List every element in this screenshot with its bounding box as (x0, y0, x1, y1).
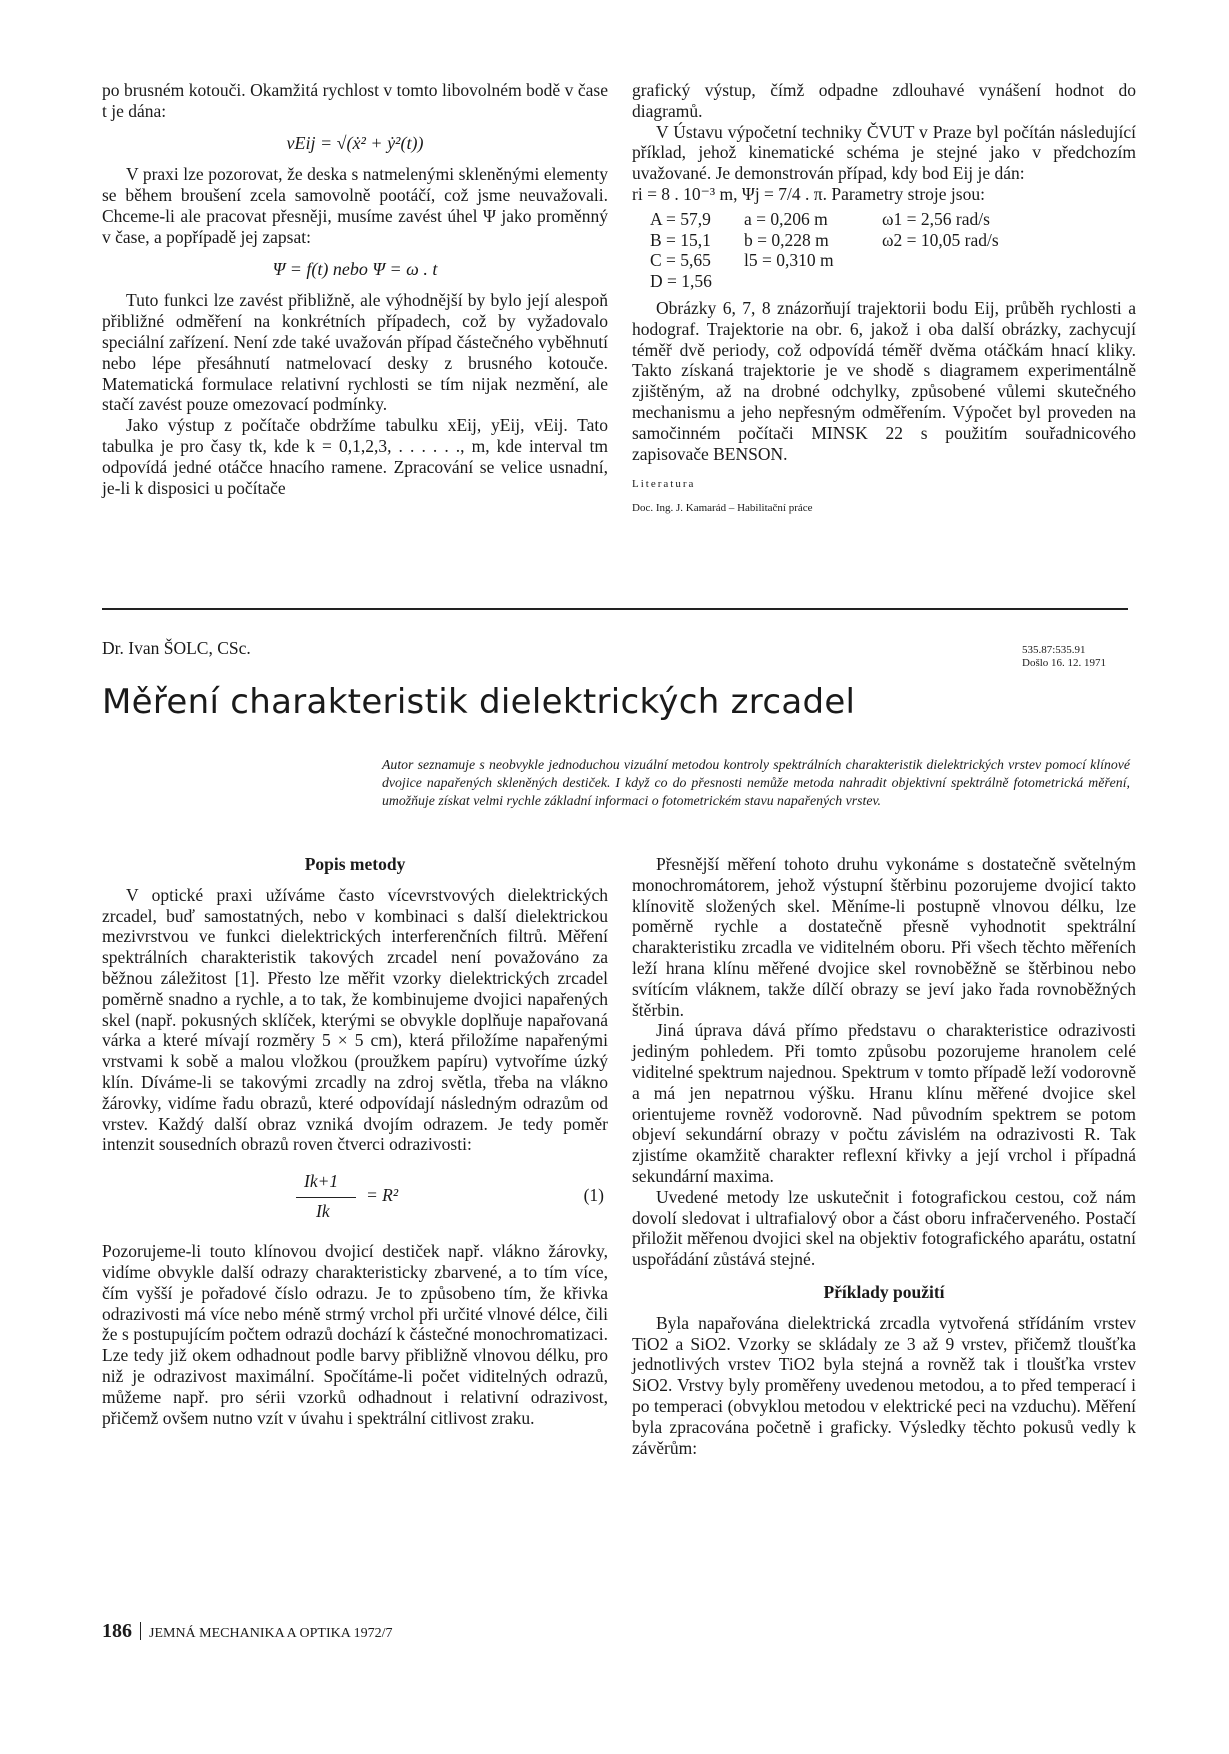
param-empty (882, 271, 1052, 292)
page-footer (102, 1620, 392, 1643)
top-left-column (102, 80, 608, 498)
velocity-equation: vEij = √(ẋ² + ẏ²(t)) (286, 132, 424, 153)
fraction-bar (296, 1197, 356, 1198)
paragraph: Obrázky 6, 7, 8 znázorňují trajektorii bodu Eij, průběh rychlosti a hodograf. Trajektorie na obr. 6, jakož i oba další obrázky, zachycují téměř dvě periody, což odpovídá téměř dvěma otáčkám hnací kliky. Takto získaná trajektorie je ve shodě s diagramem experimentálně zjištěným, až na drobné odchylky, způsobené vůlemi skutečného mechanismu a jeho nepřesným odměřením. Výpočet byl proveden na samočinném počítači MINSK 22 s použitím souřadnicového zapisovače BENSON. (632, 297, 1136, 464)
param-l5: l5 = 0,310 m (744, 250, 834, 271)
param-A: A = 57,9 (650, 208, 711, 229)
paragraph: ri = 8 . 10⁻³ m, Ψj = 7/4 . π. Parametry stroje jsou: (632, 183, 985, 204)
paragraph: Pozorujeme-li touto klínovou dvojicí destiček např. vlákno žárovky, vidíme obvykle další odrazy charakteristicky zbarvené, a to tím více, čím vyšší je pořadové číslo odrazu. Je to způsobeno tím, že křivka odrazivosti má více nebo méně strmý vrchol při určité vlnové délce, čili že s postupujícím počtem odrazů dochází k částečné monochromatizaci. Lze tedy již okem odhadnout podle barvy přibližně vlnovou délku, pro niž je odrazivost maximální. Spočítáme-li počet viditelných odrazů, můžeme např. pro sérii vzorků odhadnout i relativní odrazivost, přičemž ovšem nutno vzít v úvahu i spektrální citlivost zraku. (102, 1241, 608, 1428)
paragraph: Jako výstup z počítače obdržíme tabulku xEij, yEij, vEij. Tato tabulka je pro časy tk, kde k = 0,1,2,3, . . . . . ., m, kde interval tm odpovídá jedné otáčce hnacího ramene. Zpracování se velice usnadní, je-li k disposici u počítače (102, 415, 608, 498)
param-empty (744, 271, 882, 292)
bottom-right-column (632, 854, 1136, 1458)
fraction-numerator: Ik+1 (304, 1171, 339, 1192)
param-B: B = 15,1 (650, 229, 711, 250)
paragraph: Tuto funkci lze zavést přibližně, ale výhodnější by bylo její alespoň přibližné odměření na konkrétních případech, což by vyžadovalo speciální zařízení. Není zde také uvažován případ částečného vyběhnutí nebo lépe přesáhnutí natmelovací desky z brusného kotouče. Matematická formulace relativní rychlosti se tím nijak nezmění, ale stačí zavést pouze omezovací podmínky. (102, 290, 608, 415)
literature-reference: Doc. Ing. J. Kamarád – Habilitační práce (632, 502, 813, 515)
bottom-left-column (102, 854, 608, 1428)
paragraph: po brusném kotouči. Okamžitá rychlost v tomto libovolném bodě v čase t je dána: (102, 80, 608, 121)
reflectivity-equation (102, 1167, 608, 1231)
paragraph: V praxi lze pozorovat, že deska s natmelenými skleněnými elementy se během broušení zcela samovolně pootáčí, což jsme neuvažovali. Chceme-li ale pracovat přesněji, musíme zavést úhel Ψ jako proměnný v čase, a popřípadě jej zapsat: (102, 164, 608, 247)
author: Dr. Ivan ŠOLC, CSc. (102, 638, 251, 658)
paragraph: V Ústavu výpočetní techniky ČVUT v Praze byl počítán následující příklad, jehož kinematické schéma je stejné jako v předchozím uvažované. Je demonstrován případ, kdy bod Eij je dán: (632, 121, 1136, 184)
paragraph: V optické praxi užíváme často vícevrstvových dielektrických zrcadel, buď samostatných, nebo v kombinaci s další dielektrickou mezivrstvou ve funkci dielektrických interferenčních filtrů. Měření spektrálních charakteristik takových zrcadel není považováno za běžnou záležitost [1]. Přesto lze měřit vzorky dielektrických zrcadel poměrně snadno a rychle, a to tak, že kombinujeme dvojici napařených skel (např. pokusných sklíček, kterými se obvykle doplňuje napařovaná várka a které mívají rozměry 5 × 5 cm), která přiložíme napařenými vrstvami k sobě a malou vložkou (proužkem papíru) vytvoříme úzký klín. Díváme-li se takovými zrcadly na zdroj světla, třeba na vlákno žárovky, vidíme řadu obrazů, které odpovídají následným odrazům od vrstev. Každý další obraz vzniká dvojím odrazem. Je tedy poměr intenzit sousedních obrazů roven čtverci odrazivosti: (102, 884, 608, 1155)
fraction-denominator: Ik (316, 1201, 330, 1222)
top-right-column (632, 80, 1136, 519)
article-meta (1022, 644, 1106, 670)
equation-rhs: = R² (366, 1185, 399, 1206)
param-b: b = 0,228 m (744, 229, 829, 250)
paragraph: Uvedené metody lze uskutečnit i fotografickou cestou, což nám dovolí sledovat i ultrafialový obor a část oboru infračerveného. Postačí přiložit měřenou dvojici skel na objektiv fotografického aparátu, ostatní uspořádání zůstává stejné. (632, 1186, 1136, 1270)
abstract: Autor seznamuje s neobvykle jednoduchou vizuální metodou kontroly spektrálních charakteristik dielektrických vrstev pomocí klínové dvojice napařených skleněných destiček. I když co do přesnosti nemůže metoda nahradit objektivní spektrálně fotometrická měření, umožňuje získat velmi rychle základní informaci o fotometrickém stavu napařených vrstev. (382, 757, 1130, 808)
param-D: D = 1,56 (650, 271, 712, 292)
section-divider (102, 608, 1128, 610)
param-a: a = 0,206 m (744, 208, 828, 229)
received-date: Došlo 16. 12. 1971 (1022, 657, 1107, 669)
udc-code: 535.87:535.91 (1022, 644, 1086, 656)
literature-heading: Literatura (632, 478, 696, 491)
paragraph: Byla napařována dielektrická zrcadla vytvořená střídáním vrstev TiO2 a SiO2. Vzorky se skládaly ze 3 až 9 vrstev, přičemž tloušťka jednotlivých vrstev TiO2 byla stejná a rovněž tak i tloušťka vrstev SiO2. Vrstvy byly proměřeny uvedenou metodou, a to před temperací i po temperaci (obvyklou metodou v elektrické peci na vzduchu). Měření byla zpracována početně i graficky. Výsledky těchto pokusů vedly k závěrům: (632, 1312, 1136, 1458)
param-omega2: ω2 = 10,05 rad/s (882, 229, 999, 250)
paragraph: Přesnější měření tohoto druhu vykonáme s dostatečně světelným monochromátorem, jehož výstupní štěrbinu pozorujeme dvojicí takto klínovitě složených skel. Měníme-li postupně vlnovou délku, lze poměrně rychle a dostatečně přesně vyhodnotit spektrální charakteristiku zrcadla ve viditelném oboru. Při všech těchto měřeních leží hrana klínu měřené dvojice skel rovnoběžně se štěrbinou nebo svítícím vláknem, takže dílčí obrazy se jeví jako řada rovnoběžných štěrbin. (632, 854, 1136, 1020)
paragraph: grafický výstup, čímž odpadne zdlouhavé vynášení hodnot do diagramů. (632, 80, 1136, 121)
machine-parameters (650, 209, 1136, 292)
paragraph: Jiná úprava dává přímo představu o charakteristice odrazivosti jediným pohledem. Při tomto způsobu pozorujeme hranolem celé viditelné spektrum najednou. Spektrum v tomto případě leží vodorovně a má jen nepatrnou výšku. Hranu klínu měřené dvojice skel orientujeme rovněž vodorovně. Nad původním spektrem se potom objeví sekundární obrazy v počtu závislém na odrazivosti R. Tak zjistíme okamžitě charakter reflexní křivky a její vrchol i případná sekundární maxima. (632, 1020, 1136, 1186)
section-heading: Popis metody (304, 854, 406, 874)
angle-equation: Ψ = f(t) nebo Ψ = ω . t (272, 258, 438, 279)
page-number: 186 (102, 1620, 132, 1642)
article-title: Měření charakteristik dielektrických zrcadel (102, 682, 856, 722)
equation-number: (1) (583, 1185, 604, 1206)
section-heading: Příklady použití (823, 1281, 945, 1302)
footer-separator (140, 1622, 141, 1640)
journal-name: JEMNÁ MECHANIKA A OPTIKA 1972/7 (149, 1626, 393, 1641)
param-omega1: ω1 = 2,56 rad/s (882, 208, 990, 229)
param-C: C = 5,65 (650, 250, 711, 271)
param-empty (882, 250, 1052, 271)
